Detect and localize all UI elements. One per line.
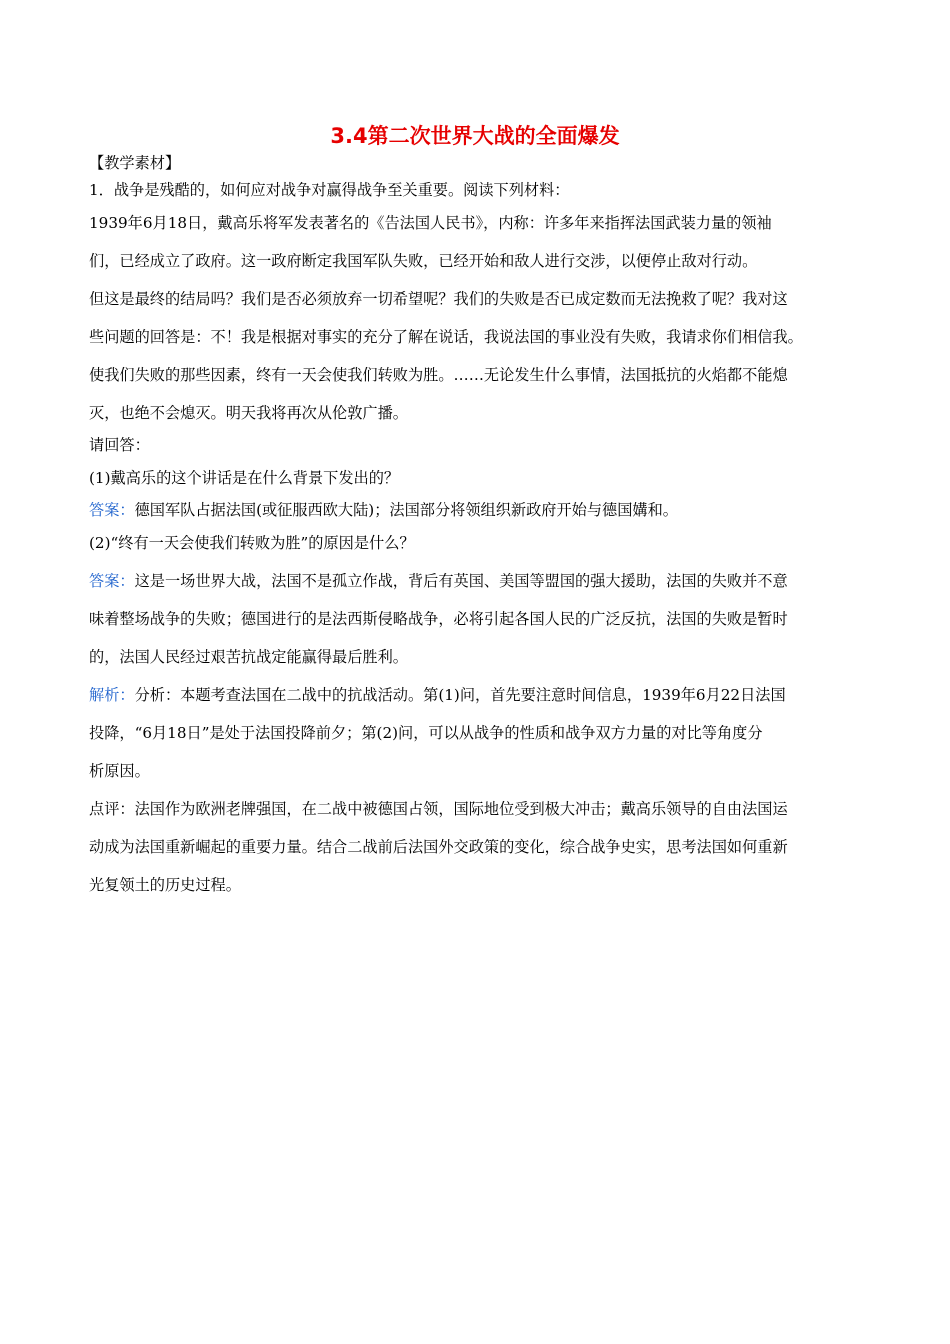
- material-line: 但这是最终的结局吗？我们是否必须放弃一切希望呢？我们的失败是否已成定数而无法挽救了呢？我对这: [89, 290, 788, 308]
- analysis: [89, 676, 867, 790]
- question-2: (2)“终有一天会使我们转败为胜”的原因是什么？: [89, 534, 415, 552]
- page-title: 3.4第二次世界大战的全面爆发: [330, 124, 620, 148]
- material-line: 使我们失败的那些因素，终有一天会使我们转败为胜。……无论发生什么事情，法国抵抗的火焰都不能熄: [89, 366, 788, 384]
- section-label: 【教学素材】: [89, 154, 181, 172]
- question-intro: 1．战争是残酷的，如何应对战争对赢得战争至关重要。阅读下列材料：: [89, 181, 570, 199]
- material-passage: [89, 204, 867, 432]
- analysis-line: 投降，“6月18日”是处于法国投降前夕；第(2)问，可以从战争的性质和战争双方力量的对比等角度分: [89, 724, 763, 742]
- answer-1: [89, 497, 867, 524]
- answer-label: 答案：: [89, 501, 135, 519]
- material-line: 灭，也绝不会熄灭。明天我将再次从伦敦广播。: [89, 404, 408, 422]
- answer-2-line: 味着整场战争的失败；德国进行的是法西斯侵略战争，必将引起各国人民的广泛反抗，法国的失败是暂时: [89, 610, 788, 628]
- comment-line: 光复领土的历史过程。: [89, 876, 241, 894]
- please-answer: 请回答：: [89, 436, 150, 454]
- analysis-label: 解析：: [89, 686, 135, 704]
- document-body: [89, 150, 867, 904]
- answer-2: [89, 562, 867, 676]
- answer-2-line: 答案：这是一场世界大战，法国不是孤立作战，背后有英国、美国等盟国的强大援助，法国的失败并不意: [89, 572, 788, 590]
- material-line: 些问题的回答是：不！我是根据对事实的充分了解在说话，我说法国的事业没有失败，我请求你们相信我。: [89, 328, 803, 346]
- material-line: 1939年6月18日，戴高乐将军发表著名的《告法国人民书》，内称：许多年来指挥法国武装力量的领袖: [89, 214, 772, 232]
- analysis-line: 解析：分析：本题考查法国在二战中的抗战活动。第(1)问，首先要注意时间信息，1939年6月22日法国: [89, 686, 786, 704]
- material-line: 们，已经成立了政府。这一政府断定我国军队失败，已经开始和敌人进行交涉，以便停止敌对行动。: [89, 252, 758, 270]
- answer-1-text: 德国军队占据法国(或征服西欧大陆)；法国部分将领组织新政府开始与德国媾和。: [134, 501, 678, 519]
- question-1: (1)戴高乐的这个讲话是在什么背景下发出的？: [89, 469, 400, 487]
- analysis-line: 析原因。: [89, 762, 150, 780]
- answer-2-line: 的，法国人民经过艰苦抗战定能赢得最后胜利。: [89, 648, 408, 666]
- comment: [89, 790, 867, 904]
- comment-line: 点评：法国作为欧洲老牌强国，在二战中被德国占领，国际地位受到极大冲击；戴高乐领导的自由法国运: [89, 800, 788, 818]
- comment-line: 动成为法国重新崛起的重要力量。结合二战前后法国外交政策的变化，综合战争史实，思考法国如何重新: [89, 838, 788, 856]
- answer-label: 答案：: [89, 572, 135, 590]
